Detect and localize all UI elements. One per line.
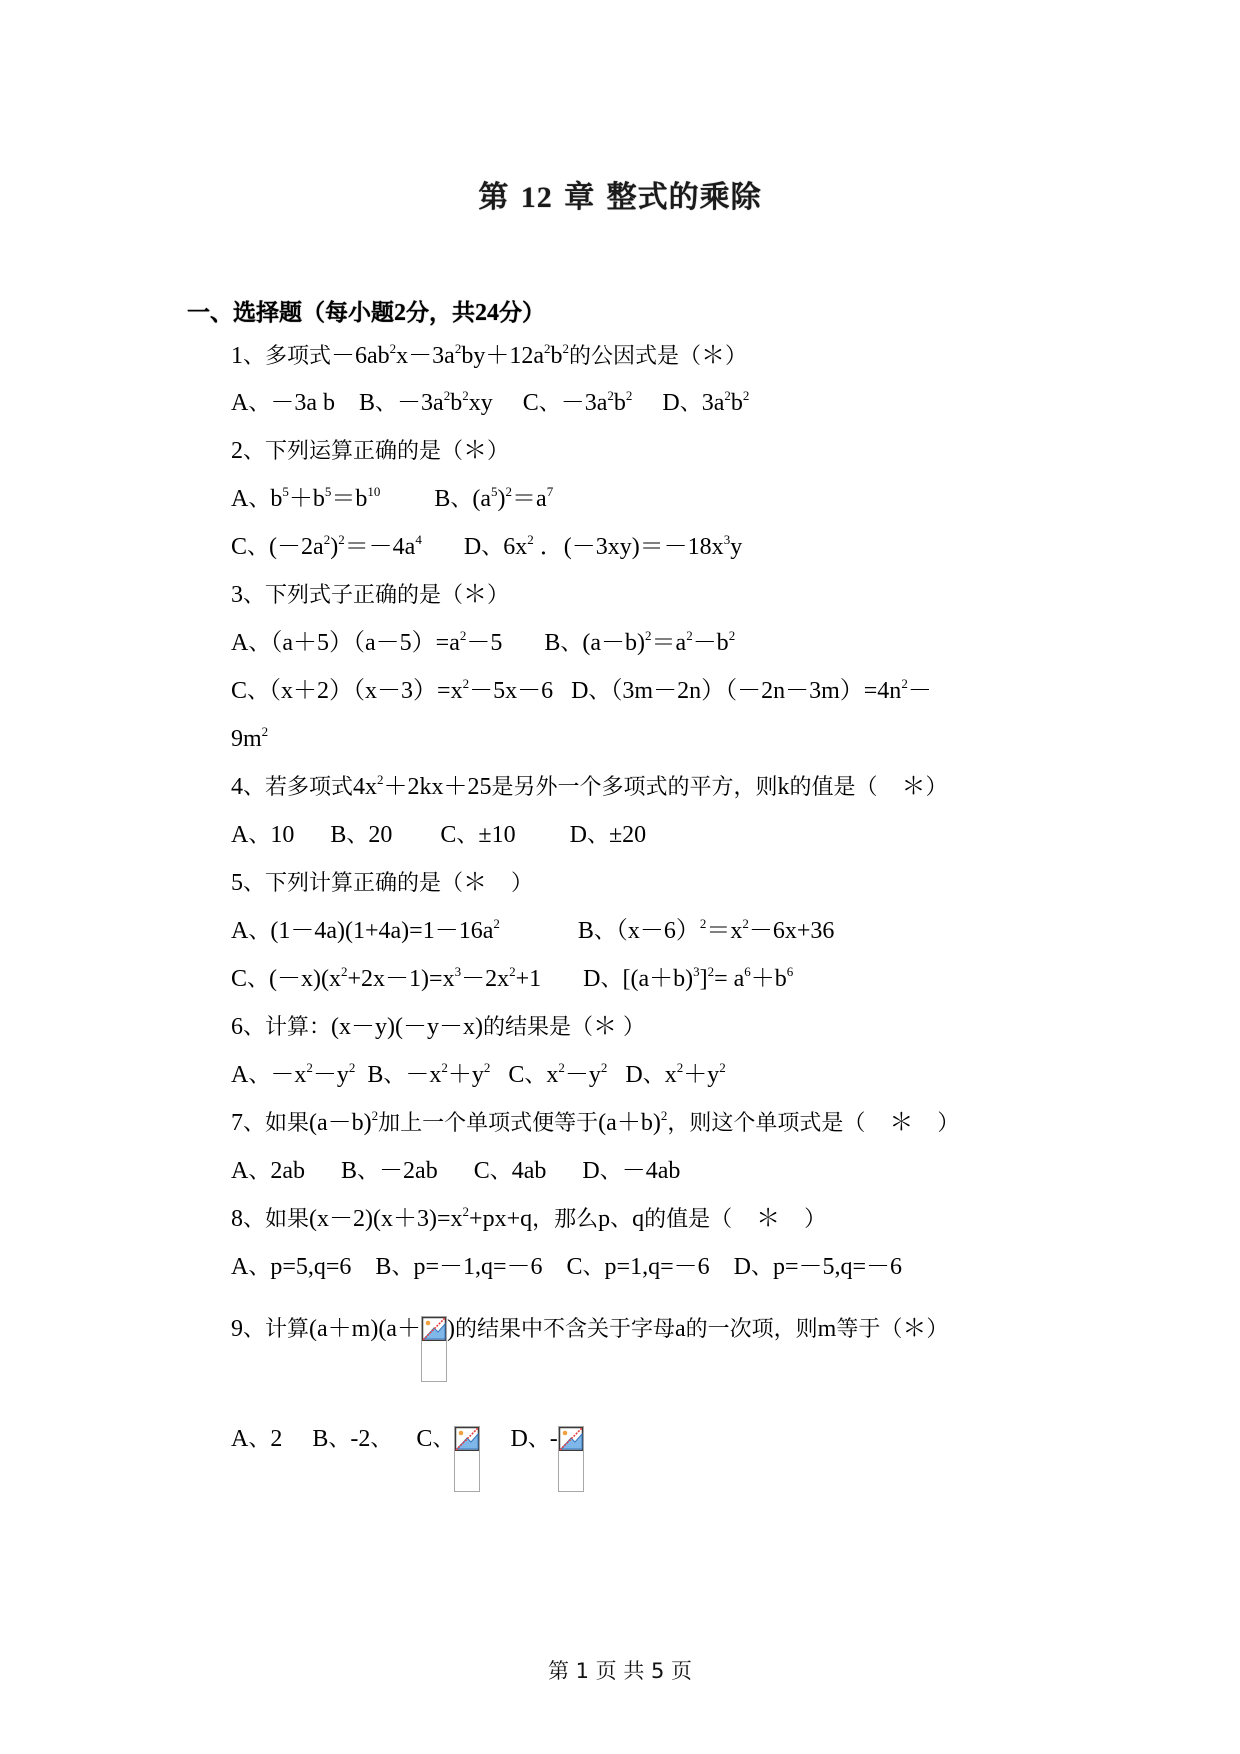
question-9-stem: 9、计算(a＋m)(a＋ )的结果中不含关于字母a的一次项，则m等于（＊）	[231, 1314, 948, 1382]
broken-image-icon	[558, 1426, 584, 1492]
question-6-stem: 6、计算：(x－y)(－y－x)的结果是（＊ ）	[231, 1014, 646, 1040]
question-8-options: A、p=5,q=6 B、p=－1,q=－6 C、p=1,q=－6 D、p=－5,q=－6	[231, 1254, 903, 1280]
question-5-options-ab: A、$(1-4a)(1+4a)=1-16a^2$ B、$(x-6)^2=x^2-6x+36$	[231, 916, 835, 944]
question-2-options-cd: C、$(-2a^2)^2=-4a^4$ D、$6x^2$ ．$(-3xy)=-18x^3y$	[231, 532, 743, 560]
question-3-stem: 3、下列式子正确的是（＊）	[231, 582, 510, 608]
question-4-options: A、10 B、20 C、±10 D、±20	[231, 822, 647, 848]
question-7-options: A、2ab B、－2ab C、4ab D、－4ab	[231, 1158, 681, 1184]
question-3-options-ab: A、$(a+5)(a-5)=a^2-5$ B、$(a-b)^2=a^2-b^2$	[231, 628, 736, 656]
section-heading: 一、选择题（每小题2分，共24分）	[187, 300, 545, 326]
question-2-stem: 2、下列运算正确的是（＊）	[231, 438, 510, 464]
question-1-stem: 1、多项式$-6ab^2x-3a^2by+12a^2b^2$的公因式是（＊）	[231, 341, 748, 369]
question-2-options-ab: A、$b^5+b^5=b^{10}$ B、$(a^5)^2=a^7$	[231, 484, 554, 512]
question-8-stem: 8、如果$(x-2)(x+3)=x^2+px+q$，那么p、q的值是（ ＊ ）	[231, 1204, 827, 1232]
question-6-options: A、$-x^2-y^2$ B、$-x^2+y^2$ C、$x^2-y^2$ D、$x^2+y^2$	[231, 1060, 726, 1088]
question-3-options-cont: $9m^2$	[231, 724, 269, 752]
broken-image-icon	[454, 1426, 480, 1492]
page-footer: 第 1 页 共 5 页	[547, 1659, 693, 1683]
image-placeholder-icon	[559, 1427, 583, 1451]
question-7-stem: 7、如果$(a-b)^2$加上一个单项式便等于$(a+b)^2$，则这个单项式是（ ＊ ）	[231, 1108, 960, 1136]
question-9-options: A、2 B、-2、 C、 D、-	[231, 1424, 584, 1492]
question-4-stem: 4、若多项式$4x^2+2kx+25$是另外一个多项式的平方，则k的值是（ ＊）	[231, 772, 948, 800]
broken-image-icon	[421, 1316, 447, 1382]
page-title: 第 12 章 整式的乘除	[478, 180, 762, 215]
question-5-options-cd: C、$(-x)(x^2+2x-1)=x^3-2x^2+1$ D、$[(a+b)^3]^2= a^6+b^6$	[231, 964, 794, 992]
question-5-stem: 5、下列计算正确的是（＊ ）	[231, 870, 534, 896]
question-3-options-cd: C、$(x+2)(x-3)=x^2-5x-6$ D、$(3m-2n)(-2n-3m)=4n^2-$	[231, 676, 932, 704]
image-placeholder-icon	[422, 1317, 446, 1341]
question-1-options: A、－3a b B、$-3a^2b^2xy$ C、$-3a^2b^2$ D、$3a^2b^2$	[231, 388, 750, 416]
image-placeholder-icon	[455, 1427, 479, 1451]
